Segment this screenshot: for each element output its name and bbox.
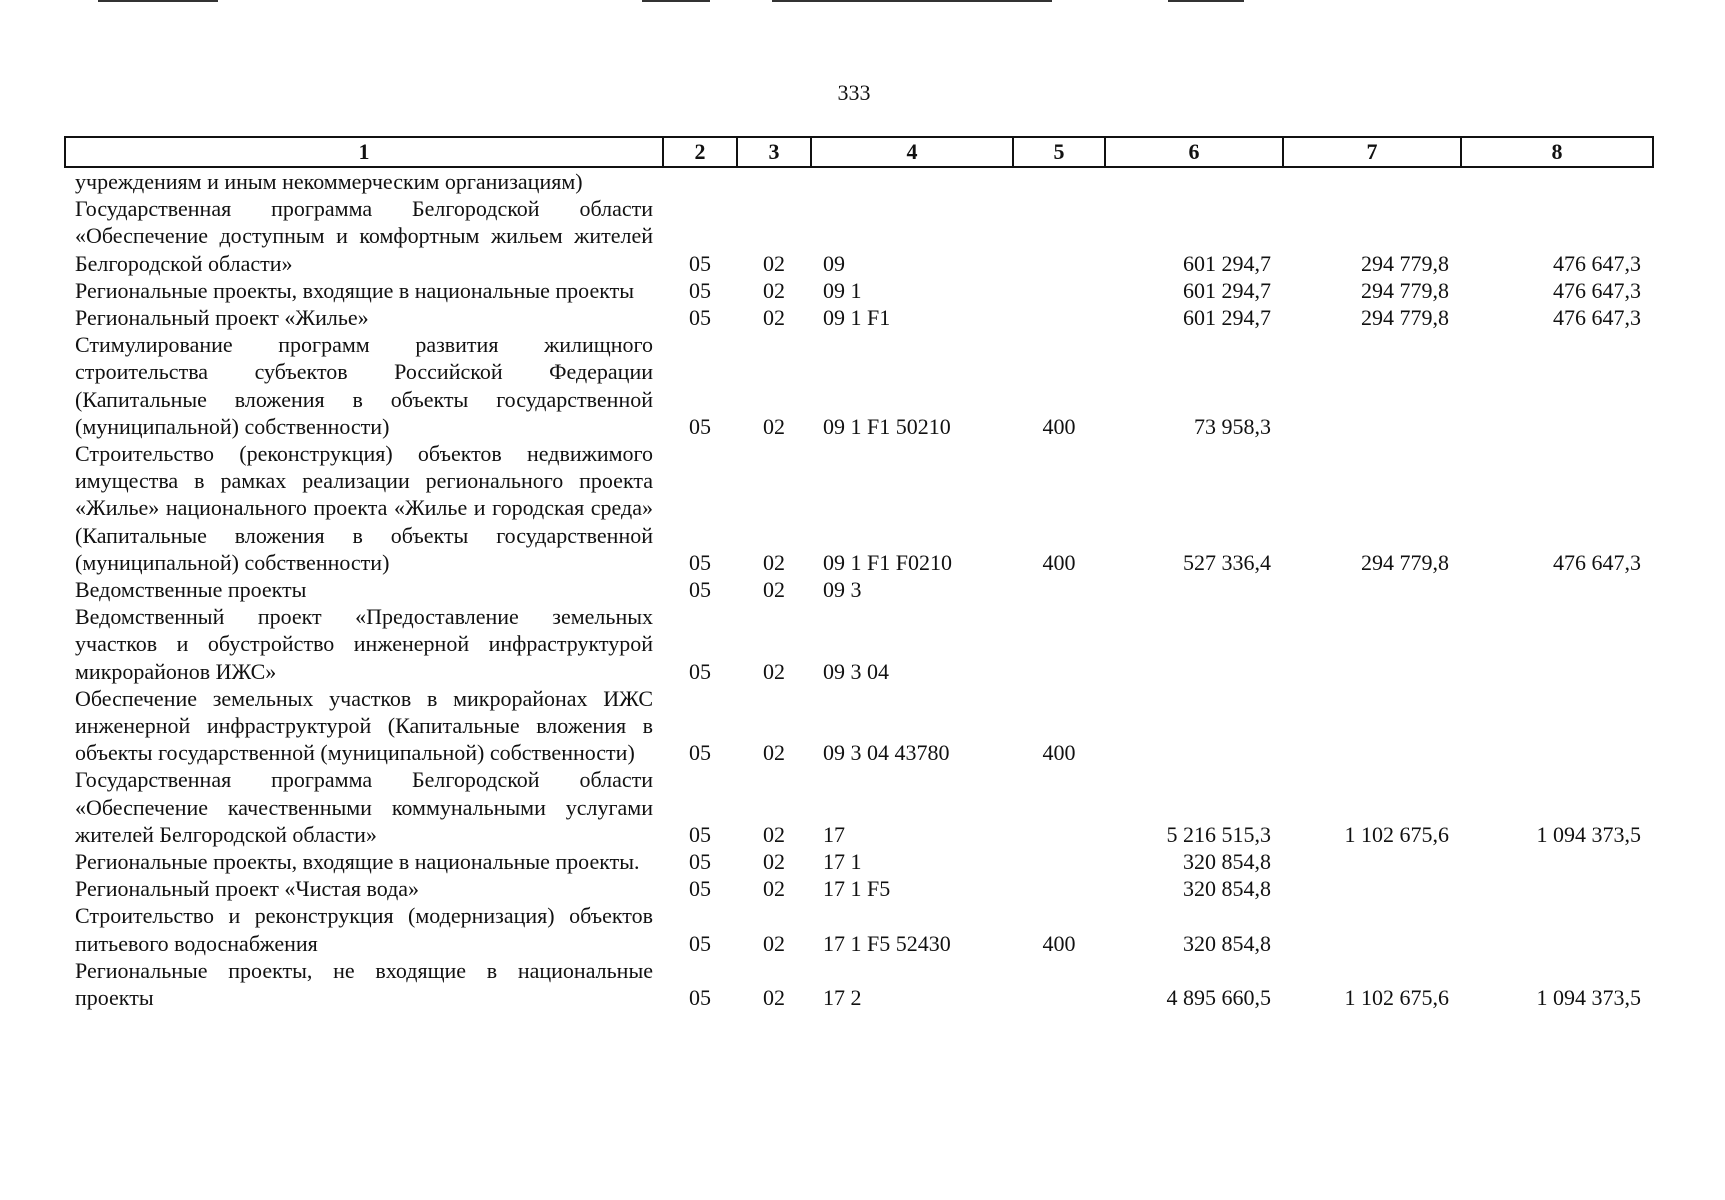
row-section	[663, 167, 737, 195]
row-amount-col7	[1283, 848, 1461, 875]
row-target-article: 09 1 F1 F0210	[823, 549, 952, 575]
row-expense-type	[1013, 603, 1105, 685]
row-amount-col6: 601 294,7	[1183, 277, 1271, 303]
row-name: Обеспечение земельных участков в микрорайонах ИЖС инженерной инфраструктурой (Капитальные вложения в объекты государственной (муниципальной) собственности)	[75, 685, 653, 766]
row-amount-col6: 5 216 515,3	[1166, 821, 1271, 847]
row-amount-col7	[1283, 875, 1461, 902]
table-row	[65, 957, 1653, 1011]
table-row	[65, 685, 1653, 767]
row-amount-col8: 476 647,3	[1553, 549, 1641, 575]
row-amount-col6: 320 854,8	[1183, 930, 1271, 956]
table-row	[65, 766, 1653, 848]
row-name: Региональный проект «Чистая вода»	[75, 876, 420, 902]
table-row	[65, 277, 1653, 304]
row-amount-col8	[1461, 685, 1653, 767]
row-section: 05	[689, 549, 711, 575]
row-amount-col7	[1283, 685, 1461, 767]
table-row	[65, 875, 1653, 902]
table-row	[65, 167, 1653, 195]
row-expense-type: 400	[1042, 930, 1076, 956]
row-amount-col6	[1105, 685, 1283, 767]
table-row	[65, 576, 1653, 603]
row-amount-col8	[1461, 875, 1653, 902]
header-col-4: 4	[811, 137, 1013, 167]
row-target-article: 09 1	[823, 277, 862, 303]
row-amount-col8	[1461, 331, 1653, 440]
row-amount-col8	[1461, 167, 1653, 195]
row-amount-col6: 4 895 660,5	[1166, 985, 1271, 1011]
row-amount-col7	[1283, 902, 1461, 956]
row-name: учреждениям и иным некоммерческим организациям)	[75, 169, 583, 194]
row-expense-type	[1013, 848, 1105, 875]
row-section: 05	[689, 250, 711, 276]
table-row	[65, 304, 1653, 331]
row-target-article: 17	[823, 821, 845, 847]
row-target-article: 17 1 F5 52430	[823, 930, 951, 956]
row-subsection: 02	[763, 305, 785, 331]
page-number: 333	[837, 80, 871, 105]
row-subsection: 02	[763, 876, 785, 902]
row-target-article: 09	[823, 250, 845, 276]
row-amount-col7: 1 102 675,6	[1344, 985, 1449, 1011]
row-name: Стимулирование программ развития жилищного строительства субъектов Российской Федерации (Капитальные вложения в объекты государственной (муниципальной) собственности)	[75, 332, 653, 439]
row-amount-col7: 294 779,8	[1361, 250, 1449, 276]
row-section: 05	[689, 849, 711, 875]
row-amount-col6	[1105, 167, 1283, 195]
row-name: Региональные проекты, входящие в национальные проекты	[75, 277, 635, 303]
row-amount-col7	[1283, 331, 1461, 440]
row-expense-type	[1013, 277, 1105, 304]
row-name: Ведомственные проекты	[75, 577, 307, 603]
table-row	[65, 848, 1653, 875]
row-amount-col7	[1283, 167, 1461, 195]
row-subsection	[737, 167, 811, 195]
row-expense-type	[1013, 957, 1105, 1011]
top-rule-mid-2	[772, 0, 1052, 2]
row-section: 05	[689, 930, 711, 956]
row-section: 05	[689, 277, 711, 303]
row-subsection: 02	[763, 849, 785, 875]
row-name: Строительство (реконструкция) объектов недвижимого имущества в рамках реализации регионального проекта «Жилье» национального проекта «Жилье и городская среда» (Капитальные вложения в объекты государственной (муниципальной) собственности)	[75, 441, 653, 575]
table-row	[65, 440, 1653, 576]
table-row	[65, 195, 1653, 277]
row-section: 05	[689, 577, 711, 603]
header-col-1: 1	[65, 137, 663, 167]
header-col-8: 8	[1461, 137, 1653, 167]
table-body	[65, 167, 1653, 1011]
table-row	[65, 902, 1653, 956]
row-target-article: 09 1 F1 50210	[823, 413, 951, 439]
row-target-article: 09 3 04 43780	[823, 740, 950, 766]
row-section: 05	[689, 985, 711, 1011]
row-expense-type	[1013, 304, 1105, 331]
row-amount-col8: 476 647,3	[1553, 277, 1641, 303]
row-subsection: 02	[763, 821, 785, 847]
row-name: Региональный проект «Жилье»	[75, 305, 369, 331]
header-col-2: 2	[663, 137, 737, 167]
row-name: Строительство и реконструкция (модернизация) объектов питьевого водоснабжения	[75, 903, 653, 956]
budget-table	[64, 136, 1654, 1011]
row-amount-col6: 320 854,8	[1183, 849, 1271, 875]
row-section: 05	[689, 821, 711, 847]
row-amount-col8	[1461, 603, 1653, 685]
row-amount-col7: 294 779,8	[1361, 277, 1449, 303]
row-amount-col8: 476 647,3	[1553, 250, 1641, 276]
row-amount-col7: 1 102 675,6	[1344, 821, 1449, 847]
table-row	[65, 331, 1653, 440]
row-amount-col8: 1 094 373,5	[1536, 821, 1641, 847]
row-amount-col8: 1 094 373,5	[1536, 985, 1641, 1011]
row-amount-col8	[1461, 902, 1653, 956]
row-amount-col6	[1105, 576, 1283, 603]
row-target-article: 17 1	[823, 849, 862, 875]
header-row	[65, 137, 1653, 167]
header-col-6: 6	[1105, 137, 1283, 167]
row-amount-col8: 476 647,3	[1553, 305, 1641, 331]
row-amount-col6	[1105, 603, 1283, 685]
row-subsection: 02	[763, 577, 785, 603]
row-name: Государственная программа Белгородской области «Обеспечение качественными коммунальными услугами жителей Белгородской области»	[75, 767, 653, 847]
header-col-7: 7	[1283, 137, 1461, 167]
header-col-5: 5	[1013, 137, 1105, 167]
row-expense-type: 400	[1042, 413, 1076, 439]
row-target-article: 09 1 F1	[823, 305, 891, 331]
row-amount-col7	[1283, 576, 1461, 603]
row-name: Региональные проекты, входящие в национальные проекты.	[75, 849, 640, 875]
row-subsection: 02	[763, 658, 785, 684]
row-amount-col6: 601 294,7	[1183, 305, 1271, 331]
row-expense-type	[1013, 195, 1105, 277]
row-name: Ведомственный проект «Предоставление земельных участков и обустройство инженерной инфраструктурой микрорайонов ИЖС»	[75, 604, 653, 684]
row-target-article: 17 2	[823, 985, 862, 1011]
row-section: 05	[689, 305, 711, 331]
row-expense-type	[1013, 766, 1105, 848]
row-amount-col6: 601 294,7	[1183, 250, 1271, 276]
row-amount-col7	[1283, 603, 1461, 685]
top-rule-left	[98, 0, 218, 2]
row-section: 05	[689, 658, 711, 684]
row-amount-col6: 320 854,8	[1183, 876, 1271, 902]
row-section: 05	[689, 413, 711, 439]
row-amount-col7: 294 779,8	[1361, 305, 1449, 331]
row-target-article: 09 3	[823, 577, 862, 603]
top-rule-right	[1168, 0, 1244, 2]
row-subsection: 02	[763, 549, 785, 575]
row-amount-col7: 294 779,8	[1361, 549, 1449, 575]
row-section: 05	[689, 740, 711, 766]
row-name: Региональные проекты, не входящие в национальные проекты	[75, 957, 653, 1011]
row-target-article: 17 1 F5	[823, 876, 891, 902]
row-expense-type: 400	[1042, 549, 1076, 575]
row-amount-col8	[1461, 576, 1653, 603]
row-amount-col6: 73 958,3	[1194, 413, 1271, 439]
row-name: Государственная программа Белгородской области «Обеспечение доступным и комфортным жильем жителей Белгородской области»	[75, 196, 653, 276]
row-subsection: 02	[763, 413, 785, 439]
row-subsection: 02	[763, 930, 785, 956]
row-expense-type	[1013, 875, 1105, 902]
row-amount-col6: 527 336,4	[1183, 549, 1271, 575]
top-rule-mid-1	[642, 0, 710, 2]
row-subsection: 02	[763, 277, 785, 303]
row-expense-type	[1013, 576, 1105, 603]
row-subsection: 02	[763, 985, 785, 1011]
row-amount-col8	[1461, 848, 1653, 875]
header-col-3: 3	[737, 137, 811, 167]
row-target-article	[811, 167, 1013, 195]
row-expense-type: 400	[1042, 740, 1076, 766]
row-expense-type	[1013, 167, 1105, 195]
row-subsection: 02	[763, 250, 785, 276]
row-subsection: 02	[763, 740, 785, 766]
table-row	[65, 603, 1653, 685]
row-section: 05	[689, 876, 711, 902]
row-target-article: 09 3 04	[823, 658, 889, 684]
